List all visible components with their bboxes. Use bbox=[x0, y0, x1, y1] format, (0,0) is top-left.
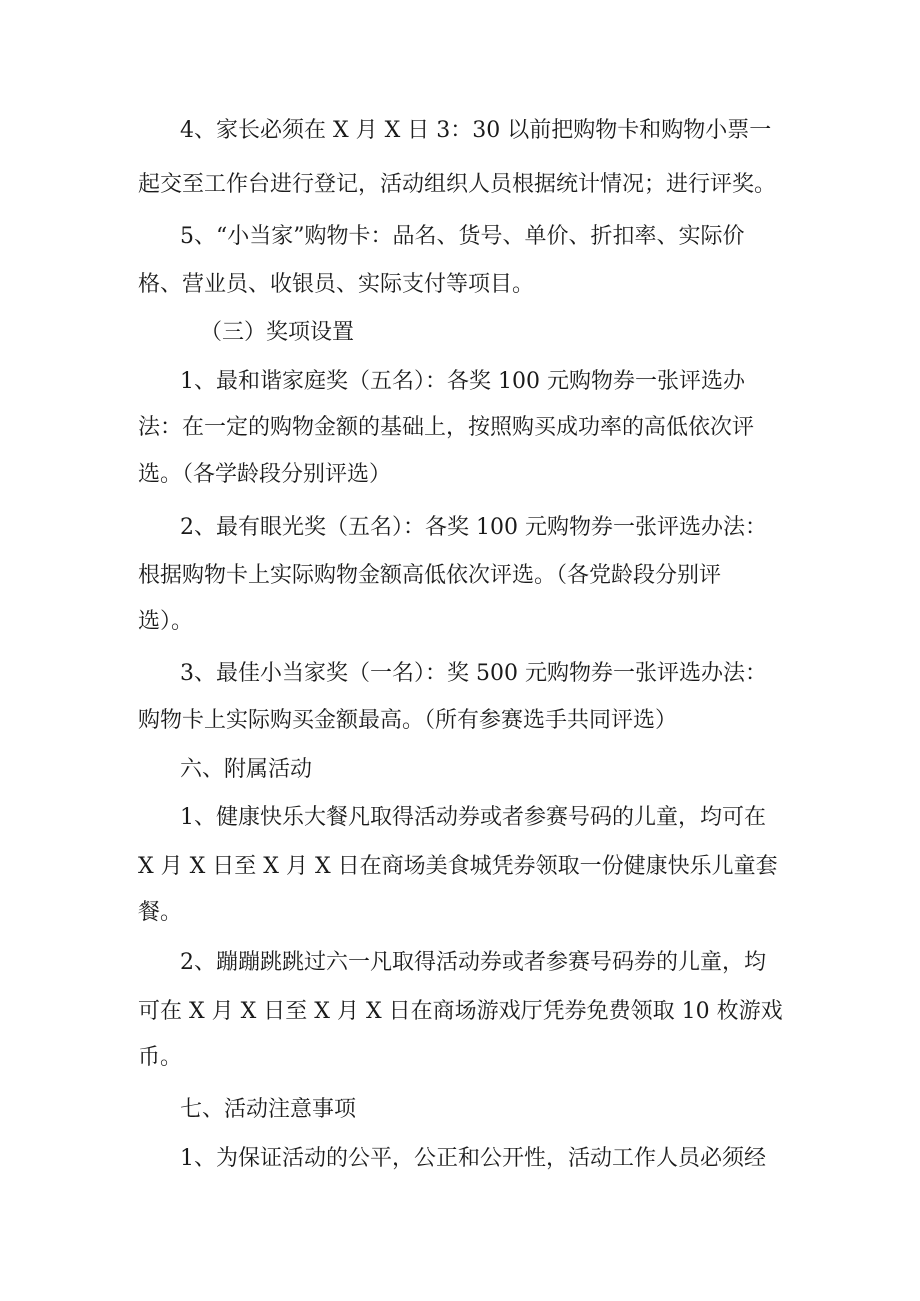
activity-1-line-1: 1、健康快乐大餐凡取得活动券或者参赛号码的儿童，均可在 bbox=[180, 805, 766, 830]
award-1-line-3: 选。（各学龄段分别评选） bbox=[138, 462, 392, 487]
award-2-line-1: 2、最有眼光奖（五名）：各奖 100 元购物券一张评选办法： bbox=[180, 515, 767, 540]
award-2-line-2: 根据购物卡上实际购物金额高低依次评选。（各党龄段分别评 bbox=[138, 563, 722, 588]
award-2-line-3: 选）。 bbox=[138, 609, 194, 634]
item-5-line-2: 格、营业员、收银员、实际支付等项目。 bbox=[138, 272, 535, 297]
item-4-line-1: 4、家长必须在 X 月 X 日 3：30 以前把购物卡和购物小票一 bbox=[180, 118, 772, 143]
award-3-line-2: 购物卡上实际购买金额最高。（所有参赛选手共同评选） bbox=[138, 708, 678, 733]
award-1-line-1: 1、最和谐家庭奖（五名）：各奖 100 元购物券一张评选办 bbox=[180, 369, 745, 394]
activity-2-line-2: 可在 X 月 X 日至 X 月 X 日在商场游戏厅凭券免费领取 10 枚游戏 bbox=[138, 999, 783, 1024]
item-5-line-1: 5、“小当家”购物卡：品名、货号、单价、折扣率、实际价 bbox=[180, 224, 745, 249]
note-1-line-1: 1、为保证活动的公平，公正和公开性，活动工作人员必须经 bbox=[180, 1146, 766, 1171]
item-4-line-2: 起交至工作台进行登记，活动组织人员根据统计情况；进行评奖。 bbox=[138, 172, 777, 197]
award-3-line-1: 3、最佳小当家奖（一名）：奖 500 元购物券一张评选办法： bbox=[180, 661, 767, 686]
award-1-line-2: 法：在一定的购物金额的基础上，按照购买成功率的高低依次评 bbox=[138, 415, 755, 440]
activity-2-line-1: 2、蹦蹦跳跳过六一凡取得活动券或者参赛号码券的儿童，均 bbox=[180, 950, 766, 975]
section-heading-affiliated-activities: 六、附属活动 bbox=[180, 757, 313, 782]
section-heading-awards: （三）奖项设置 bbox=[200, 320, 355, 345]
section-heading-precautions: 七、活动注意事项 bbox=[180, 1097, 357, 1122]
activity-2-line-3: 币。 bbox=[138, 1045, 183, 1070]
activity-1-line-2: X 月 X 日至 X 月 X 日在商场美食城凭券领取一份健康快乐儿童套 bbox=[138, 854, 778, 879]
activity-1-line-3: 餐。 bbox=[138, 900, 183, 925]
